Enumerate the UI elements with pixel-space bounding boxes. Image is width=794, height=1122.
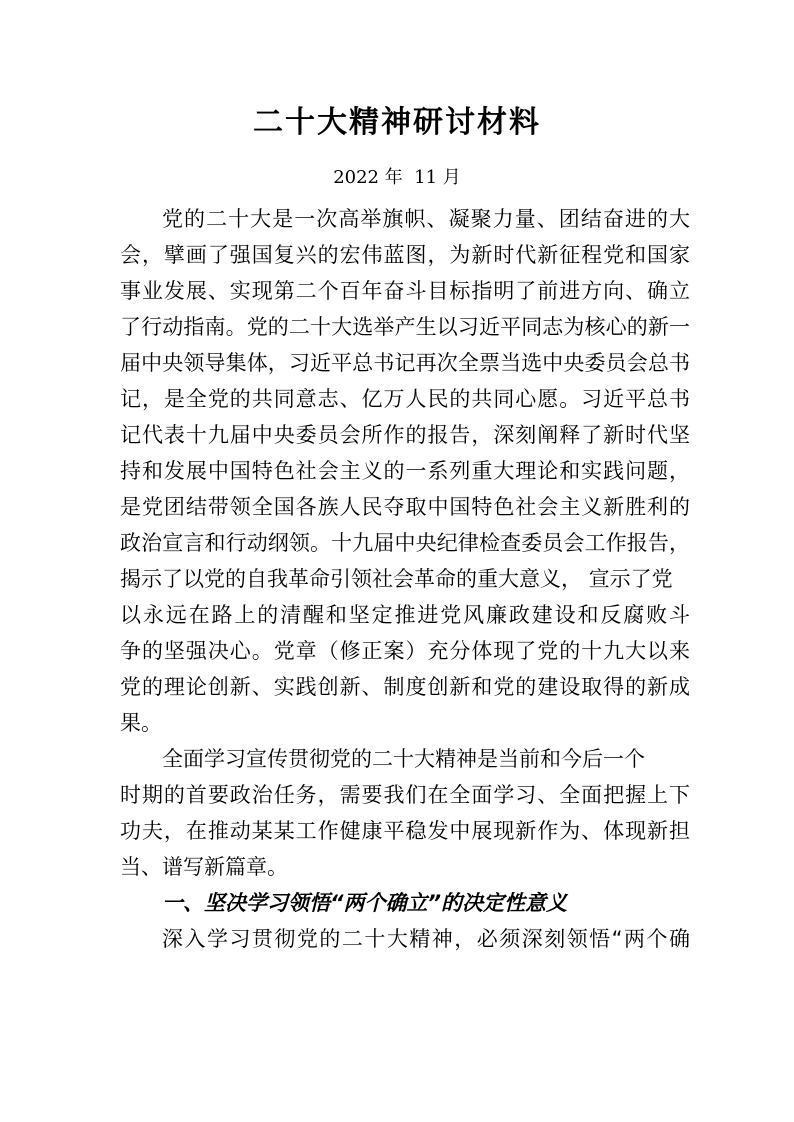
paragraph1-line: 以永远在路上的清醒和坚定推进党风廉政建设和反腐败斗 bbox=[120, 603, 690, 627]
paragraph1-line: 政治宣言和行动纲领。十九届中央纪律检查委员会工作报告， bbox=[120, 531, 690, 555]
paragraph2-line: 时期的首要政治任务，需要我们在全面学习、全面把握上下 bbox=[120, 783, 690, 807]
paragraph1-line: 持和发展中国特色社会主义的一系列重大理论和实践问题， bbox=[120, 459, 690, 483]
section-heading: 一、坚决学习领悟“两个确立”的决定性意义 bbox=[162, 891, 568, 915]
document-date: 2022 年 11 月 bbox=[333, 167, 461, 188]
paragraph1-line: 果。 bbox=[120, 711, 162, 735]
document-title: 二十大精神研讨材料 bbox=[253, 105, 541, 140]
paragraph1-line: 会，擘画了强国复兴的宏伟蓝图，为新时代新征程党和国家 bbox=[120, 243, 690, 267]
paragraph1-line: 记，是全党的共同意志、亿万人民的共同心愿。习近平总书 bbox=[120, 387, 690, 411]
paragraph1-line: 届中央领导集体，习近平总书记再次全票当选中央委员会总书 bbox=[120, 351, 690, 375]
paragraph1-line: 党的二十大是一次高举旗帜、凝聚力量、团结奋进的大 bbox=[162, 207, 690, 231]
paragraph1-line: 党的理论创新、实践创新、制度创新和党的建设取得的新成 bbox=[120, 675, 690, 699]
paragraph2-line: 当、谱写新篇章。 bbox=[120, 855, 288, 879]
paragraph1-line: 争的坚强决心。党章（修正案）充分体现了党的十九大以来 bbox=[120, 639, 690, 663]
paragraph1-line: 揭示了以党的自我革命引领社会革命的重大意义， 宣示了党 bbox=[120, 567, 673, 591]
paragraph1-line: 事业发展、实现第二个百年奋斗目标指明了前进方向、确立 bbox=[120, 279, 690, 303]
paragraph1-line: 是党团结带领全国各族人民夺取中国特色社会主义新胜利的 bbox=[120, 495, 690, 519]
paragraph1-line: 记代表十九届中央委员会所作的报告，深刻阐释了新时代坚 bbox=[120, 423, 690, 447]
paragraph2-line: 全面学习宣传贯彻党的二十大精神是当前和今后一个 bbox=[162, 747, 645, 771]
paragraph1-line: 了行动指南。党的二十大选举产生以习近平同志为核心的新一 bbox=[120, 315, 690, 339]
section-paragraph-line: 深入学习贯彻党的二十大精神，必须深刻领悟“两个确 bbox=[162, 927, 690, 951]
paragraph2-line: 功夫，在推动某某工作健康平稳发中展现新作为、体现新担 bbox=[120, 819, 690, 843]
